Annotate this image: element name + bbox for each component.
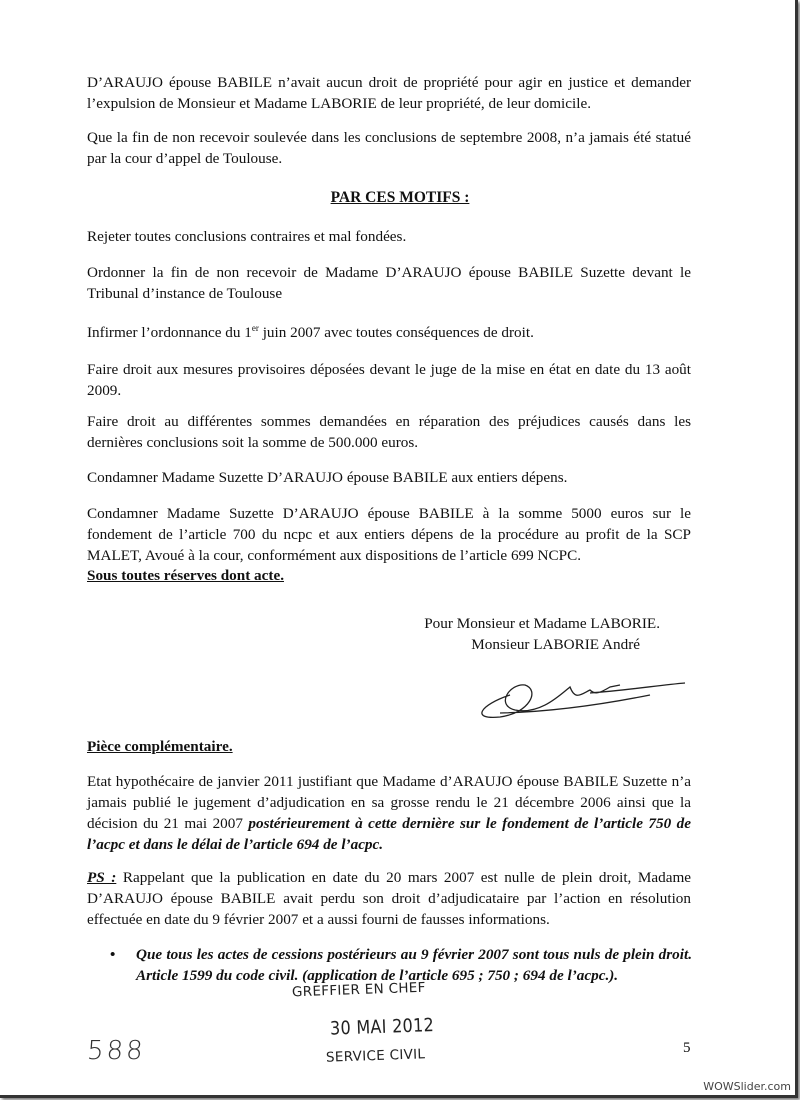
paragraph-2: Que la fin de non recevoir soulevée dans les conclusions de septembre 2008, n’a jamais été statué par la cour d’appel de Toulouse. [87, 129, 691, 167]
bullet-text: Que tous les actes de cessions postérieurs au 9 février 2007 sont tous nuls de plein droit. Article 1599 du code civil. (application de l’article 695 ; 750 ; 694 de l’acpc.). [136, 946, 692, 984]
paragraph-5-text-end: juin 2007 avec toutes conséquences de droit. [258, 324, 534, 342]
annex-title: Pièce complémentaire. [87, 738, 233, 755]
annex-text [87, 771, 691, 855]
ps-paragraph [87, 867, 691, 930]
ps-text: Rappelant que la publication en date du 20 mars 2007 est nulle de plein droit, Madame D’ARAUJO épouse BABILE avait perdu son droit d’adjudicataire par l’action en résolution effectuée en date du 9 février 2007 et a aussi fourni de fausses informations. [87, 869, 692, 928]
bullet-icon: • [110, 946, 116, 963]
page-number: 5 [683, 1040, 691, 1056]
paragraph-8: Condamner Madame Suzette D’ARAUJO épouse BABILE aux entiers dépens. [87, 469, 568, 486]
handwritten-number: 588 [85, 1036, 147, 1066]
annex-text-bold: postérieurement à cette dernière sur le fondement de l’article 750 de l’acpc et dans le délai de l’article 694 de l’acpc. [87, 815, 691, 853]
paragraph-1: D’ARAUJO épouse BABILE n’avait aucun droit de propriété pour agir en justice et demander l’expulsion de Monsieur et Madame LABORIE de leur propriété, de leur domicile. [87, 74, 691, 112]
paragraph-6: Faire droit aux mesures provisoires déposées devant le juge de la mise en état en date du 13 août 2009. [87, 361, 691, 399]
section-heading: PAR CES MOTIFS : [330, 189, 470, 206]
closing-formula: Sous toutes réserves dont acte. [87, 567, 284, 584]
signature-line-1: Pour Monsieur et Madame LABORIE. [424, 615, 660, 632]
watermark: WOWSlider.com [700, 1079, 794, 1094]
superscript: er [251, 323, 259, 333]
paragraph-5-text: Infirmer l’ordonnance du 1 [87, 324, 252, 342]
signature-line-2: Monsieur LABORIE André [471, 636, 640, 653]
paragraph-9: Condamner Madame Suzette D’ARAUJO épouse BABILE à la somme 5000 euros sur le fondement de l’article 700 du ncpc et aux entiers dépens de la procédure au profit de la SCP MALET, Avoué à la cour, conformément aux dispositions de l’article 699 NCPC. [87, 505, 691, 564]
handwritten-signature [470, 665, 690, 725]
stamp-line-3: SERVICE CIVIL [325, 1046, 426, 1066]
annex-text-regular: Etat hypothécaire de janvier 2011 justifiant que Madame d’ARAUJO épouse BABILE Suzette n’a jamais publié le jugement d’adjudication en sa grosse rendu le 21 décembre 2006 ainsi que la décision du 21 mai 2007 [87, 773, 691, 832]
paragraph-3: Rejeter toutes conclusions contraires et mal fondées. [87, 228, 407, 245]
paragraph-5 [87, 318, 691, 343]
signature-block [400, 613, 660, 655]
stamp-line-1: GREFFIER EN CHEF [291, 979, 426, 1001]
ps-label: PS : [87, 869, 117, 886]
paragraph-7: Faire droit au différentes sommes demandées en réparation des préjudices causés dans les dernières conclusions soit la somme de 500.000 euros. [87, 413, 691, 451]
stamp-date: 30 MAI 2012 [329, 1013, 435, 1040]
paragraph-4: Ordonner la fin de non recevoir de Madame D’ARAUJO épouse BABILE Suzette devant le Tribunal d’instance de Toulouse [87, 264, 691, 302]
